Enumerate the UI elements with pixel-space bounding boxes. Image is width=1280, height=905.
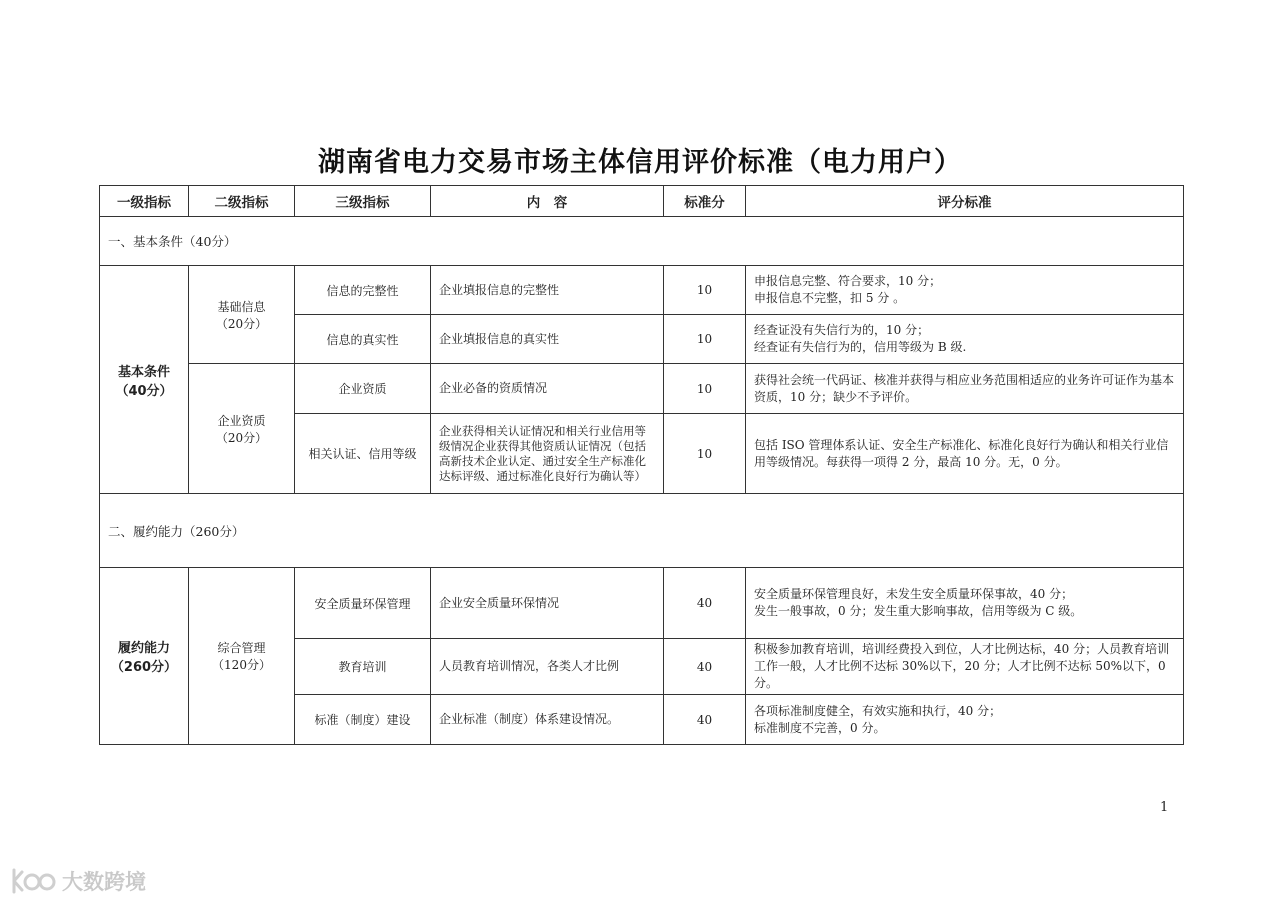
level3-cell: 安全质量环保管理: [295, 568, 431, 639]
header-score: 标准分: [664, 186, 746, 217]
content-cell: 人员教育培训情况，各类人才比例: [431, 639, 664, 695]
level3-cell: 信息的完整性: [295, 266, 431, 315]
score-cell: 40: [664, 639, 746, 695]
level1-cell: 履约能力 （260分）: [100, 568, 189, 745]
header-level2: 二级指标: [189, 186, 295, 217]
content-cell: 企业填报信息的真实性: [431, 315, 664, 364]
level3-cell: 相关认证、信用等级: [295, 414, 431, 494]
level2-cell: 综合管理 （120分）: [189, 568, 295, 745]
section-heading: 一、基本条件（40分）: [100, 217, 1184, 266]
criteria-cell: 各项标准制度健全，有效实施和执行，40 分； 标准制度不完善，0 分。: [746, 695, 1184, 745]
level3-cell: 标准（制度）建设: [295, 695, 431, 745]
criteria-cell: 获得社会统一代码证、核准并获得与相应业务范围相适应的业务许可证作为基本资质，10 分；缺少不予评价。: [746, 364, 1184, 414]
criteria-cell: 安全质量环保管理良好，未发生安全质量环保事故，40 分； 发生一般事故，0 分；发生重大影响事故，信用等级为 C 级。: [746, 568, 1184, 639]
level2-cell: 基础信息 （20分）: [189, 266, 295, 364]
table-row: [100, 266, 1184, 315]
header-criteria: 评分标准: [746, 186, 1184, 217]
score-cell: 10: [664, 364, 746, 414]
criteria-cell: 经查证没有失信行为的，10 分； 经查证有失信行为的，信用等级为 B 级.: [746, 315, 1184, 364]
content-cell: 企业获得相关认证情况和相关行业信用等级情况企业获得其他资质认证情况（包括高新技术企业认定、通过安全生产标准化达标评级、通过标准化良好行为确认等）: [431, 414, 664, 494]
score-cell: 10: [664, 414, 746, 494]
content-cell: 企业安全质量环保情况: [431, 568, 664, 639]
score-cell: 10: [664, 315, 746, 364]
level3-cell: 企业资质: [295, 364, 431, 414]
criteria-cell: 包括 ISO 管理体系认证、安全生产标准化、标准化良好行为确认和相关行业信用等级情况。每获得一项得 2 分，最高 10 分。无，0 分。: [746, 414, 1184, 494]
section-heading: 二、履约能力（260分）: [100, 494, 1184, 568]
content-cell: 企业填报信息的完整性: [431, 266, 664, 315]
score-cell: 40: [664, 568, 746, 639]
page-number: 1: [1160, 800, 1169, 815]
watermark-logo-icon: [10, 866, 56, 896]
watermark-text: 大数跨境: [62, 870, 146, 894]
level3-cell: 信息的真实性: [295, 315, 431, 364]
header-content: 内 容: [431, 186, 664, 217]
header-row: [100, 186, 1184, 217]
header-level1: 一级指标: [100, 186, 189, 217]
table-row: [100, 364, 1184, 414]
credit-evaluation-table: [99, 185, 1184, 745]
section-heading-row: [100, 494, 1184, 568]
level1-cell: 基本条件 （40分）: [100, 266, 189, 494]
section-heading-row: [100, 217, 1184, 266]
level2-cell: 企业资质 （20分）: [189, 364, 295, 494]
content-cell: 企业必备的资质情况: [431, 364, 664, 414]
table-row: [100, 568, 1184, 639]
level3-cell: 教育培训: [295, 639, 431, 695]
document-title: 湖南省电力交易市场主体信用评价标准（电力用户）: [318, 147, 962, 178]
criteria-cell: 积极参加教育培训，培训经费投入到位，人才比例达标，40 分；人员教育培训工作一般，人才比例不达标 30%以下，20 分；人才比例不达标 50%以下，0 分。: [746, 639, 1184, 695]
score-cell: 40: [664, 695, 746, 745]
watermark: [10, 864, 146, 898]
header-level3: 三级指标: [295, 186, 431, 217]
content-cell: 企业标准（制度）体系建设情况。: [431, 695, 664, 745]
score-cell: 10: [664, 266, 746, 315]
criteria-cell: 申报信息完整、符合要求，10 分； 申报信息不完整，扣 5 分 。: [746, 266, 1184, 315]
